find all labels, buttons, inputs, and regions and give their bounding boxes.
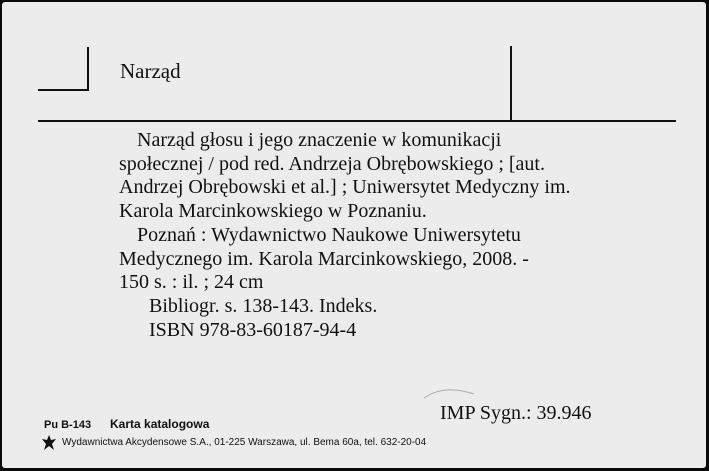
entry-line: ISBN 978-83-60187-94-4 xyxy=(149,318,357,341)
heading-rule xyxy=(38,120,676,122)
entry-line: społecznej / pod red. Andrzeja Obrębowskiego ; [aut. xyxy=(119,152,545,175)
entry-line: Karola Marcinkowskiego w Poznaniu. xyxy=(119,200,427,223)
call-number: IMP Sygn.: 39.946 xyxy=(440,402,592,424)
publisher-imprint: Wydawnictwa Akcydensowe S.A., 01-225 Warszawa, ul. Bema 60a, tel. 632-20-04 xyxy=(62,437,427,448)
entry-line: Medycznego im. Karola Marcinkowskiego, 2008. - xyxy=(119,247,529,270)
corner-mark-horizontal xyxy=(38,89,89,91)
entry-line: Bibliogr. s. 138-143. Indeks. xyxy=(149,294,378,317)
heading-divider xyxy=(510,46,512,120)
publisher-logo-icon xyxy=(41,435,57,450)
card-heading: Narząd xyxy=(120,59,181,83)
form-id: Pu B-143 xyxy=(44,419,92,431)
pen-stroke-mark xyxy=(422,382,482,402)
bibliographic-entry xyxy=(119,129,639,342)
catalog-card xyxy=(2,2,706,468)
entry-line: Narząd głosu i jego znaczenie w komunikacji xyxy=(137,129,502,151)
entry-line: 150 s. : il. ; 24 cm xyxy=(119,271,264,294)
form-name: Karta katalogowa xyxy=(110,417,210,431)
entry-line: Poznań : Wydawnictwo Naukowe Uniwersytetu xyxy=(137,223,521,246)
corner-mark-vertical xyxy=(87,47,89,91)
entry-line: Andrzej Obrębowski et al.] ; Uniwersytet Medyczny im. xyxy=(119,176,571,199)
